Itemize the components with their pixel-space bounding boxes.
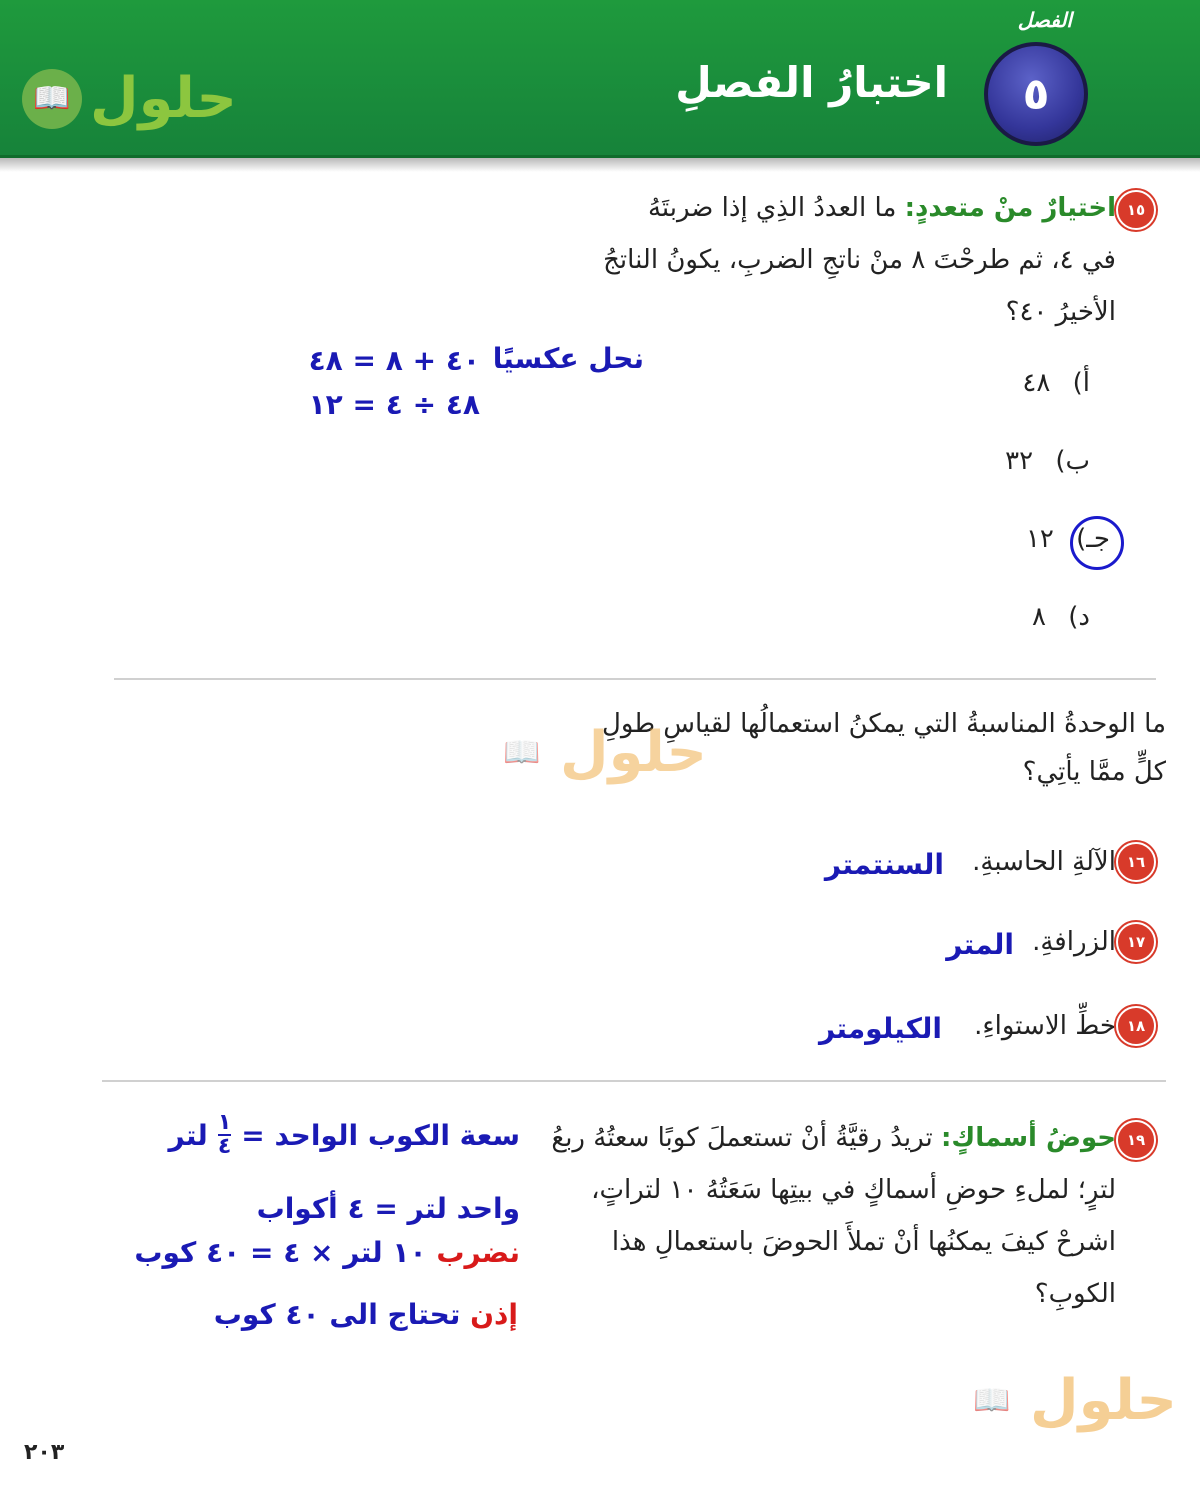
choice-letter: ب)	[1055, 446, 1090, 476]
item-18-text: خطِّ الاستواءِ.	[974, 1011, 1116, 1041]
item-17-text: الزرافةِ.	[1032, 927, 1116, 957]
choice-value: ٨	[1032, 602, 1046, 632]
question-number-badge: ١٩	[1116, 1120, 1156, 1160]
watermark-text: حلول	[1030, 1368, 1177, 1433]
question-15-line1: ما العددُ الذِي إذا ضربتَهُ	[647, 193, 897, 223]
solution-line1-text: سعة الكوب الواحد =	[241, 1118, 520, 1152]
choice-a[interactable]	[1022, 368, 1090, 398]
units-prompt-line2: كلٍّ ممَّا يأتِي؟	[1022, 757, 1166, 787]
choice-letter: د)	[1068, 602, 1090, 632]
question-15-heading: اختيارٌ منْ متعددٍ:	[904, 193, 1116, 223]
choice-letter: أ)	[1072, 368, 1090, 398]
work-line-2: ٤٨ ÷ ٤ = ١٢	[308, 388, 480, 421]
item-17-answer: المتر	[946, 928, 1014, 961]
solution-line3-red: نضرب	[436, 1236, 520, 1269]
question-number-badge: ١٥	[1116, 190, 1156, 230]
choice-b[interactable]	[1005, 446, 1090, 476]
solution-line-3	[134, 1236, 520, 1269]
chapter-header	[0, 0, 1200, 160]
work-line-1: ٤٠ + ٨ = ٤٨	[308, 344, 480, 377]
question-19-line2: لترٍ؛ لملءِ حوضِ أسماكٍ في بيتِها سَعَتُهُ ١٠ لتراتٍ،	[591, 1175, 1116, 1205]
watermark-logo	[962, 1368, 1177, 1433]
question-number-badge: ١٦	[1116, 842, 1156, 882]
solution-line3-blue: ١٠ لتر × ٤ = ٤٠ كوب	[134, 1236, 427, 1269]
solution-line1-unit: لتر	[168, 1118, 208, 1152]
fraction-numerator: ١	[217, 1110, 232, 1135]
watermark-text: حلول	[560, 720, 707, 785]
chapter-number-badge: ٥	[984, 42, 1088, 146]
choice-letter: جـ)	[1076, 524, 1110, 554]
page-title: اختبارُ الفصلِ	[675, 58, 948, 107]
question-number-badge: ١٧	[1116, 922, 1156, 962]
choice-d[interactable]	[1032, 602, 1090, 632]
solution-line-4	[214, 1298, 518, 1331]
book-icon: 📖	[22, 69, 82, 129]
item-18-answer: الكيلومتر	[819, 1012, 942, 1045]
choice-value: ١٢	[1025, 524, 1054, 554]
work-label: نحل عكسيًا	[492, 342, 644, 375]
divider	[114, 678, 1156, 680]
divider	[102, 1080, 1166, 1082]
book-icon: 📖	[962, 1371, 1022, 1431]
solution-line-1	[168, 1112, 520, 1158]
solution-line4-red: إذن	[470, 1298, 518, 1331]
question-19-line1-text: تريدُ رقيَّةُ أنْ تستعملَ كوبًا سعتُهُ ربعُ	[551, 1123, 933, 1153]
solution-line4-blue: تحتاج الى ٤٠ كوب	[213, 1298, 461, 1331]
question-19-line1	[551, 1112, 1116, 1164]
item-16-answer: السنتمتر	[824, 848, 944, 881]
item-16-text: الآلةِ الحاسبةِ.	[972, 847, 1116, 877]
choice-value: ٣٢	[1005, 446, 1034, 476]
choice-c[interactable]	[1026, 524, 1110, 554]
page-number: ٢٠٣	[24, 1440, 65, 1465]
units-prompt-line1: ما الوحدةُ المناسبةُ التي يمكنُ استعمالُها لقياسِ طولِ	[602, 709, 1166, 739]
question-15-line2: في ٤، ثم طرحْتَ ٨ منْ ناتجِ الضربِ، يكونُ الناتجُ	[603, 245, 1116, 275]
book-icon: 📖	[492, 723, 552, 783]
quarter-fraction	[218, 1112, 231, 1158]
fraction-denominator: ٤	[217, 1134, 232, 1159]
question-number-badge: ١٨	[1116, 1006, 1156, 1046]
question-19-line4: الكوبِ؟	[1034, 1279, 1116, 1309]
choice-value: ٤٨	[1022, 368, 1051, 398]
question-19-line3: اشرحْ كيفَ يمكنُها أنْ تملأَ الحوضَ باستعمالِ هذا	[611, 1227, 1116, 1257]
chapter-label: الفصل	[1017, 8, 1072, 32]
question-15-text	[556, 182, 1116, 234]
site-logo	[22, 66, 237, 131]
question-15-line3: الأخيرُ ٤٠؟	[1005, 297, 1116, 327]
solution-line-2: واحد لتر = ٤ أكواب	[256, 1192, 520, 1225]
watermark-logo	[492, 720, 707, 785]
logo-text: حلول	[90, 66, 237, 131]
question-19-heading: حوضُ أسماكٍ:	[941, 1123, 1116, 1153]
